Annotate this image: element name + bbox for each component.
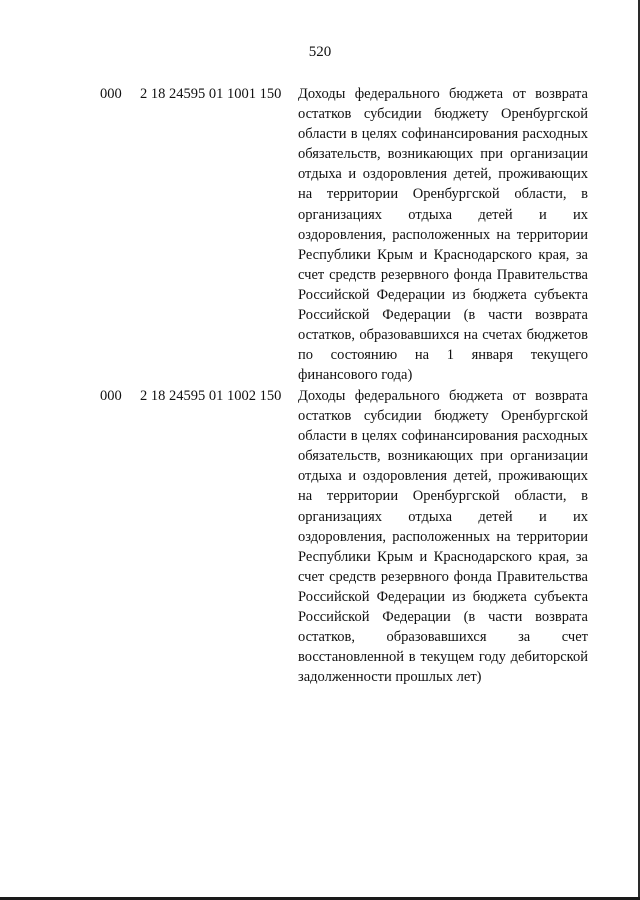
entry-description: Доходы федерального бюджета от возврата остатков субсидии бюджету Оренбургской области в целях софинансирования расходных обязательств, возникающих при организации отдыха и оздоровления детей, проживающих на территории Оренбургской области, в организациях отдыха детей и их оздоровления, расположенных на территории Республики Крым и Краснодарского края, за счет средств резервного фонда Правительства Российской Федерации из бюджета субъекта Российской Федерации (в части возврата остатков, образовавшихся за счет восстановленной в текущем году дебиторской задолженности прошлых лет) bbox=[298, 388, 588, 686]
budget-classification-code: 2 18 24595 01 1002 150 bbox=[140, 388, 282, 404]
entry-prefix: 000 bbox=[100, 86, 122, 102]
budget-classification-code: 2 18 24595 01 1001 150 bbox=[140, 86, 282, 102]
entry-prefix: 000 bbox=[100, 388, 122, 404]
page-number: 520 bbox=[308, 44, 332, 60]
entry-description: Доходы федерального бюджета от возврата остатков субсидии бюджету Оренбургской области в целях софинансирования расходных обязательств, возникающих при организации отдыха и оздоровления детей, проживающих на территории Оренбургской области, в организациях отдыха детей и их оздоровления, расположенных на территории Республики Крым и Краснодарского края, за счет средств резервного фонда Правительства Российской Федерации из бюджета субъекта Российской Федерации (в части возврата остатков, образовавшихся на счетах бюджетов по состоянию на 1 января текущего финансового года) bbox=[298, 86, 588, 384]
